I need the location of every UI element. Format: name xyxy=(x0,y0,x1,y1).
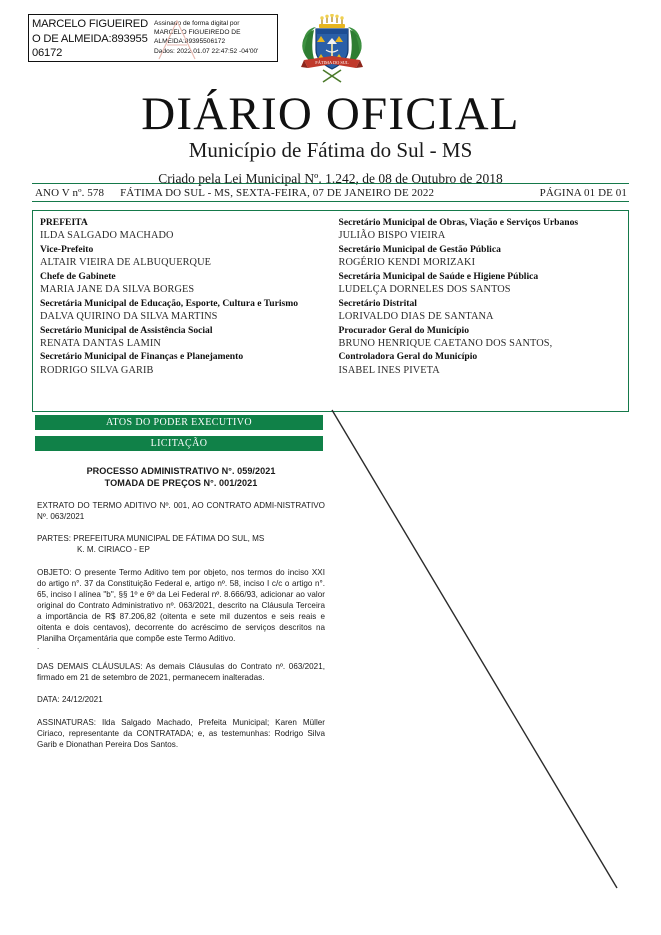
officials-column-left xyxy=(33,211,331,411)
official-name: LUDELÇA DORNELES DOS SANTOS xyxy=(338,284,511,296)
municipal-coat-of-arms-icon xyxy=(296,14,368,86)
section-banner-executive-acts: ATOS DO PODER EXECUTIVO xyxy=(35,415,323,430)
digital-signature-stamp xyxy=(28,14,278,62)
issue-year-number: ANO V nº. 578 xyxy=(35,186,105,199)
masthead-subtitle: Município de Fátima do Sul - MS xyxy=(188,138,473,162)
officials-directory-box xyxy=(32,210,629,412)
signature-line-4: Dados: 2022.01.07 22:47:52 -04'00' xyxy=(154,47,259,55)
page-title: DIÁRIO OFICIAL xyxy=(141,88,520,140)
article-parties: PARTES: PREFEITURA MUNICIPAL DE FÁTIMA DO SUL, MS xyxy=(37,534,265,544)
signature-line-1: Assinado de forma digital por xyxy=(154,20,240,27)
official-role: Secretário Municipal de Obras, Viação e Serviços Urbanos xyxy=(338,217,579,228)
article-clausulas: DAS DEMAIS CLÁUSULAS: As demais Cláusulas do Contrato nº. 063/2021, firmado em 21 de setembro de 2021, permanecem inalteradas. xyxy=(37,662,325,683)
official-name: LORIVALDO DIAS DE SANTANA xyxy=(338,310,494,322)
official-role: Chefe de Gabinete xyxy=(40,270,116,282)
official-role: Secretário Municipal de Finanças e Planejamento xyxy=(40,351,244,363)
article-heading-bid: TOMADA DE PREÇOS N°. 001/2021 xyxy=(104,477,258,488)
article-date: DATA: 24/12/2021 xyxy=(37,695,103,705)
svg-text:FÁTIMA DO SUL: FÁTIMA DO SUL xyxy=(315,60,349,65)
signature-line-3: ALMEIDA:89395506172 xyxy=(154,38,226,46)
official-name: JULIÃO BISPO VIEIRA xyxy=(338,230,446,242)
article-parties-second: K. M. CIRIACO - EP xyxy=(77,545,150,555)
official-role: PREFEITA xyxy=(40,217,88,228)
official-name: DALVA QUIRINO DA SILVA MARTINS xyxy=(40,310,218,322)
official-name: ISABEL INES PIVETA xyxy=(338,364,440,376)
section-banner-licitacao: LICITAÇÃO xyxy=(35,436,323,451)
official-name: RODRIGO SILVA GARIB xyxy=(40,364,154,376)
signature-signer-name: MARCELO FIGUEIREDO DE ALMEIDA:89395506172 xyxy=(32,18,148,59)
official-name: BRUNO HENRIQUE CAETANO DOS SANTOS, xyxy=(338,337,553,349)
official-name: MARIA JANE DA SILVA BORGES xyxy=(40,284,195,296)
official-name: ILDA SALGADO MACHADO xyxy=(40,230,174,242)
officials-column-right xyxy=(331,211,629,411)
official-role: Secretário Municipal de Assistência Social xyxy=(40,324,213,336)
official-role: Vice-Prefeito xyxy=(40,243,94,255)
official-name: ALTAIR VIEIRA DE ALBUQUERQUE xyxy=(40,257,212,269)
article-extract: EXTRATO DO TERMO ADITIVO Nº. 001, AO CONTRATO ADMI-NISTRATIVO Nº. 063/2021 xyxy=(37,501,325,522)
signature-details xyxy=(150,15,277,61)
official-name: ROGÉRIO KENDI MORIZAKI xyxy=(338,257,476,269)
article-body xyxy=(37,466,325,750)
official-name: RENATA DANTAS LAMIN xyxy=(40,337,161,349)
article-signatures: ASSINATURAS: Ilda Salgado Machado, Prefeita Municipal; Karen Müller Ciriaco, representante da CONTRATADA; e, as testemunhas: Rodrigo Silva Garib e Dionathan Pereira Dos Santos. xyxy=(37,717,325,749)
official-role: Secretário Distrital xyxy=(338,297,417,309)
official-role: Secretário Municipal de Gestão Pública xyxy=(338,243,501,255)
masthead xyxy=(0,88,661,188)
official-role: Procurador Geral do Município xyxy=(338,324,469,336)
article-heading-process: PROCESSO ADMINISTRATIVO N°. 059/2021 xyxy=(86,466,276,476)
article-separator-dot: . xyxy=(37,642,40,652)
signature-line-2: MARCELO FIGUEIREDO DE xyxy=(154,29,241,37)
official-role: Secretária Municipal de Educação, Esporte, Cultura e Turismo xyxy=(40,297,299,309)
issue-info-bar xyxy=(32,183,629,202)
issue-page-indicator: PÁGINA 01 DE 01 xyxy=(539,186,627,199)
official-role: Secretária Municipal de Saúde e Higiene Pública xyxy=(338,270,539,282)
masthead-law-reference: Criado pela Lei Municipal Nº. 1.242, de 08 de Outubro de 2018 xyxy=(158,171,503,186)
issue-place-date: FÁTIMA DO SUL - MS, SEXTA-FEIRA, 07 DE JANEIRO DE 2022 xyxy=(120,186,435,199)
article-objeto: OBJETO: O presente Termo Aditivo tem por objeto, nos termos do inciso XXI do artigo n°. 37 da Constituição Federal e, artigo nº. 58, inciso I c/c o artigo n°. 65, inciso I alínea "b", §§ 1º e 6º da Lei Federal nº. 8.666/93, adicionar ao valor original do Contrato Administrativo nº. 063/2021, descrito na Cláusula Terceira a importância de R$ 87.206,82 (oitenta e sete mil duzentos e seis reais e oitenta e dois centavos), decorrente do acréscimo de serviços descritos na Planilha Orçamentária que compõe este Termo Aditivo. xyxy=(37,567,325,644)
official-role: Controladora Geral do Município xyxy=(338,351,478,363)
